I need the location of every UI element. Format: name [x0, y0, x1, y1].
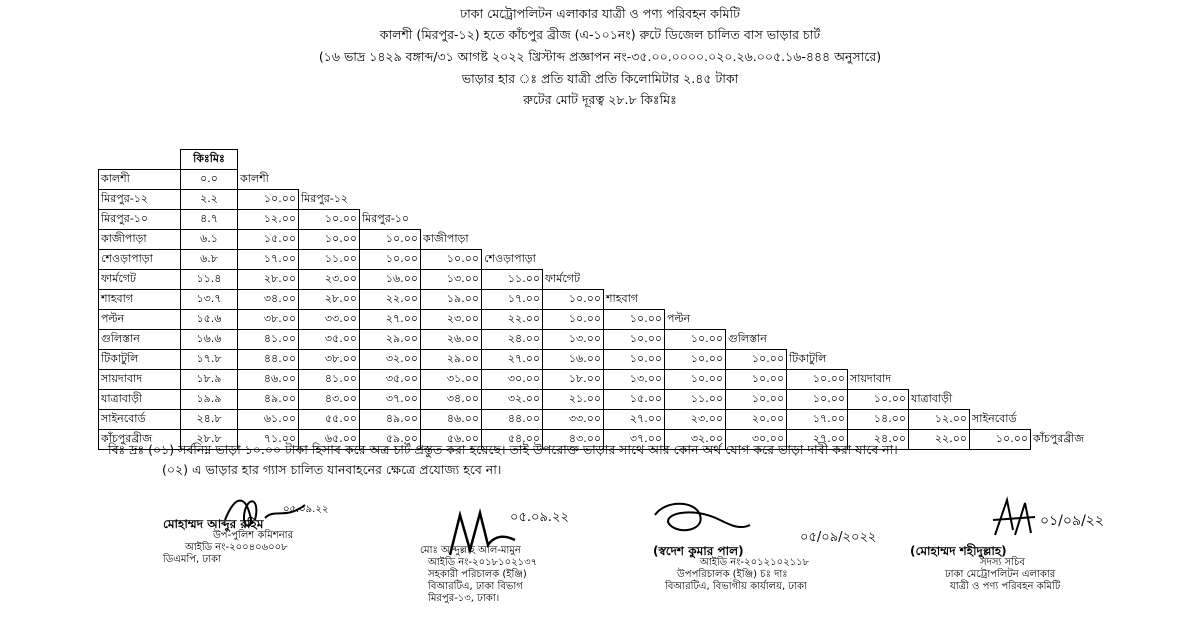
signature-block-3 [645, 530, 877, 593]
diagonal-stop-label: টিকাটুলি [789, 351, 827, 365]
diagonal-stop-label: কাঁচপুরব্রীজ [1033, 432, 1085, 445]
signature-3-date: ০৫/০৯/২০২২ [800, 530, 877, 545]
table-row [99, 250, 1092, 270]
fare-cell: ৫৫.০০ [299, 410, 360, 430]
stop-distance: ৪.৭ [181, 210, 238, 230]
fare-cell: ১৮.০০ [543, 370, 604, 390]
stop-name: পল্টন [99, 310, 181, 330]
fare-cell: ৩০.০০ [726, 430, 787, 450]
signature-block-2 [420, 510, 569, 605]
signature-1-name: মোহাম্মদ আব্দুর রহিম [163, 517, 264, 531]
fare-cell: ১১.০০ [299, 250, 360, 270]
diagonal-stop-label: শাহবাগ [606, 291, 638, 305]
signature-2-name: মোঃ আব্দুল্লাহ আল-মামুন [420, 545, 521, 556]
note-1: বিঃ দ্রঃ (০১) সর্বনিম্ন ভাড়া ১০.০০ টাকা হিসাব করে অত্র চার্ট প্রস্তুত করা হয়েছে। তাই উপরোক্ত ভাড়ার সাথে আর কোন অর্থ যোগ করে ভাড়া দাবী করা যাবে না। [108, 442, 898, 457]
fare-cell: ২৩.০০ [299, 270, 360, 290]
fare-cell: ৩৮.০০ [299, 350, 360, 370]
fare-cell: ৬১.০০ [238, 410, 299, 430]
stop-distance: ১৭.৮ [181, 350, 238, 370]
signature-1-line-1: উপ-পুলিশ কমিশনার [213, 530, 294, 541]
stop-distance: ২.২ [181, 190, 238, 210]
note-2: (০২) এ ভাড়ার হার গ্যাস চালিত যানবাহনের ক্ষেত্রে প্রযোজ্য হবে না। [162, 462, 502, 477]
header-line-1: ঢাকা মেট্রোপলিটন এলাকার যাত্রী ও পণ্য পরিবহন কমিটি [460, 6, 740, 21]
fare-cell: ৬৫.০০ [299, 430, 360, 450]
signature-3-name: (স্বদেশ কুমার পাল) [653, 544, 744, 558]
fare-cell: ২৮.০০ [299, 290, 360, 310]
fare-cell: ২০.০০ [726, 410, 787, 430]
stop-distance: ০.০ [181, 170, 238, 190]
fare-cell: ৩০.০০ [482, 370, 543, 390]
signature-4-scribble [985, 495, 1045, 540]
diagonal-stop-label: সাইনবোর্ড [972, 411, 1017, 425]
diagonal-stop-label: মিরপুর-১০ [362, 211, 410, 225]
fare-cell: ২৩.০০ [665, 410, 726, 430]
fare-cell: ১০.০০ [421, 250, 482, 270]
diagonal-stop-label: মিরপুর-১২ [301, 191, 349, 205]
stop-distance: ২৪.৮ [181, 410, 238, 430]
fare-cell: ৪৬.০০ [421, 410, 482, 430]
fare-cell: ১৩.০০ [604, 370, 665, 390]
fare-cell: ৫৪.০০ [482, 430, 543, 450]
signature-3-line-1: আইডি নং-২০১২১০২১১৮ [700, 557, 810, 568]
stop-name: কাঁচপুরব্রীজ [99, 430, 181, 450]
table-row [99, 190, 1092, 210]
table-row [99, 210, 1092, 230]
stop-name: কাজীপাড়া [99, 230, 181, 250]
stop-name: শাহবাগ [99, 290, 181, 310]
fare-cell: ৩৩.০০ [543, 410, 604, 430]
fare-cell: ১৫.০০ [238, 230, 299, 250]
fare-cell: ১০.০০ [604, 310, 665, 330]
signature-2-date: ০৫.০৯.২২ [510, 510, 569, 525]
fare-cell: ২৩.০০ [421, 310, 482, 330]
table-row [99, 370, 1092, 390]
fare-cell: ৩৮.০০ [238, 310, 299, 330]
fare-cell: ১০.০০ [299, 230, 360, 250]
fare-cell: ১০.০০ [848, 390, 909, 410]
fare-cell: ৪৪.০০ [238, 350, 299, 370]
fare-cell: ২৭.০০ [787, 430, 848, 450]
fare-cell: ১২.০০ [238, 210, 299, 230]
signature-2-line-2: সহকারী পরিচালক (ইঞ্জি) [428, 569, 527, 580]
diagonal-stop-label: গুলিস্তান [728, 331, 767, 345]
signature-4-line-1: সদস্য সচিব [980, 557, 1025, 568]
fare-cell: ১০.০০ [787, 370, 848, 390]
table-row [99, 350, 1092, 370]
fare-cell: ১৯.০০ [421, 290, 482, 310]
fare-cell: ৪৩.০০ [299, 390, 360, 410]
fare-cell: ৫৬.০০ [421, 430, 482, 450]
stop-distance: ২৮.৮ [181, 430, 238, 450]
fare-cell: ১০.০০ [543, 310, 604, 330]
fare-cell: ১০.০০ [726, 390, 787, 410]
fare-cell: ১৩.০০ [543, 330, 604, 350]
fare-cell: ২২.০০ [482, 310, 543, 330]
fare-cell: ১০.০০ [543, 290, 604, 310]
table-row [99, 330, 1092, 350]
fare-cell: ১০.০০ [604, 350, 665, 370]
signature-1-line-2: আইডি নং-২০০৪০৬০০৮ [185, 542, 288, 553]
table-row [99, 410, 1092, 430]
signature-4-name: (মোহাম্মদ শহীদুল্লাহ) [910, 544, 1007, 558]
signature-4-date: ০১/০৯/২২ [1040, 513, 1105, 529]
fare-cell: ২২.০০ [360, 290, 421, 310]
fare-cell: ১১.০০ [665, 390, 726, 410]
fare-cell: ১৭.০০ [482, 290, 543, 310]
fare-cell: ৪১.০০ [238, 330, 299, 350]
fare-cell: ১০.০০ [665, 370, 726, 390]
km-column-header: কিঃমিঃ [181, 150, 238, 170]
stop-name: সায়দাবাদ [99, 370, 181, 390]
fare-cell: ১৩.০০ [421, 270, 482, 290]
diagonal-stop-label: ফার্মগেট [545, 271, 580, 285]
signature-2-line-1: আইডি নং-২০১৮১০২১৩৭ [428, 557, 538, 568]
fare-cell: ১৪.০০ [848, 410, 909, 430]
stop-distance: ১৫.৬ [181, 310, 238, 330]
fare-cell: ১১.০০ [482, 270, 543, 290]
fare-cell: ৩২.০০ [360, 350, 421, 370]
stop-distance: ১৬.৬ [181, 330, 238, 350]
header-line-5: রুটের মোট দূরত্ব ২৮.৮ কিঃমিঃ [523, 92, 677, 107]
signature-2-line-3: বিআরটিএ, ঢাকা বিভাগ [428, 581, 523, 592]
signature-3-line-3: বিআরটিএ, বিভাগীয় কার্যালয়, ঢাকা [665, 581, 807, 592]
fare-cell: ২৯.০০ [360, 330, 421, 350]
fare-cell: ২২.০০ [909, 430, 970, 450]
fare-cell: ৪৯.০০ [238, 390, 299, 410]
fare-cell: ১০.০০ [726, 370, 787, 390]
stop-name: গুলিস্তান [99, 330, 181, 350]
stop-distance: ১৩.৭ [181, 290, 238, 310]
signature-2-line-4: মিরপুর-১৩, ঢাকা। [428, 593, 500, 604]
header-line-4: ভাড়ার হার ঃ প্রতি যাত্রী প্রতি কিলোমিটার ২.৪৫ টাকা [461, 71, 739, 86]
signature-1-date: ০৫.০৯.২২ [283, 504, 329, 515]
fare-cell: ২৮.০০ [238, 270, 299, 290]
fare-cell: ৩৪.০০ [421, 390, 482, 410]
signature-4-line-3: যাত্রী ও পণ্য পরিবহন কমিটি [950, 581, 1061, 592]
stop-name: শেওড়াপাড়া [99, 250, 181, 270]
fare-cell: ১০.০০ [299, 210, 360, 230]
fare-cell: ২৪.০০ [482, 330, 543, 350]
fare-cell: ২৭.০০ [482, 350, 543, 370]
fare-cell: ৩২.০০ [665, 430, 726, 450]
header-line-2: কালশী (মিরপুর-১২) হতে কাঁচপুর ব্রীজ (এ-১০১নং) রুটে ডিজেল চালিত বাস ভাড়ার চার্ট [379, 27, 821, 42]
stop-distance: ১৮.৯ [181, 370, 238, 390]
diagonal-stop-label: যাত্রাবাড়ী [911, 391, 953, 405]
stop-distance: ১১.৪ [181, 270, 238, 290]
diagonal-stop-label: কাজীপাড়া [423, 231, 469, 245]
signature-block-4 [910, 513, 1105, 593]
fare-cell: ৭১.০০ [238, 430, 299, 450]
table-row [99, 290, 1092, 310]
diagonal-stop-label: সায়দাবাদ [850, 371, 891, 385]
fare-cell: ১০.০০ [360, 250, 421, 270]
diagonal-stop-label: শেওড়াপাড়া [484, 251, 536, 265]
fare-cell: ৩৭.০০ [360, 390, 421, 410]
signature-block-1 [163, 504, 329, 566]
fare-cell: ১০.০০ [665, 350, 726, 370]
fare-cell: ৪৬.০০ [238, 370, 299, 390]
stop-name: মিরপুর-১২ [99, 190, 181, 210]
table-row [99, 270, 1092, 290]
fare-cell: ৩৫.০০ [360, 370, 421, 390]
stop-name: সাইনবোর্ড [99, 410, 181, 430]
fare-cell: ১০.০০ [726, 350, 787, 370]
fare-cell: ১০.০০ [787, 390, 848, 410]
fare-cell: ২৪.০০ [848, 430, 909, 450]
stop-name: মিরপুর-১০ [99, 210, 181, 230]
signature-3-scribble [640, 495, 760, 545]
fare-cell: ২৭.০০ [360, 310, 421, 330]
fare-cell: ১৬.০০ [543, 350, 604, 370]
fare-cell: ২১.০০ [543, 390, 604, 410]
fare-cell: ৫৯.০০ [360, 430, 421, 450]
diagonal-stop-label: কালশী [240, 171, 269, 185]
fare-cell: ১২.০০ [909, 410, 970, 430]
fare-cell: ৩৭.০০ [604, 430, 665, 450]
table-row [99, 170, 1092, 190]
fare-cell: ৩৪.০০ [238, 290, 299, 310]
stop-distance: ৬.১ [181, 230, 238, 250]
fare-cell: ৩২.০০ [482, 390, 543, 410]
fare-cell: ১৭.০০ [238, 250, 299, 270]
fare-cell: ১৬.০০ [360, 270, 421, 290]
table-row [99, 230, 1092, 250]
fare-cell: ১০.০০ [360, 230, 421, 250]
stop-name: যাত্রাবাড়ী [99, 390, 181, 410]
stop-name: কালশী [99, 170, 181, 190]
stop-distance: ৬.৮ [181, 250, 238, 270]
table-row [99, 310, 1092, 330]
stop-name: টিকাটুলি [99, 350, 181, 370]
fare-cell: ১৫.০০ [604, 390, 665, 410]
fare-cell: ৪১.০০ [299, 370, 360, 390]
signature-3-line-2: উপপরিচালক (ইঞ্জি) চঃ দাঃ [677, 569, 788, 580]
stop-distance: ১৯.৯ [181, 390, 238, 410]
fare-cell: ৪৩.০০ [543, 430, 604, 450]
signature-4-line-2: ঢাকা মেট্রোপলিটন এলাকার [945, 569, 1056, 580]
fare-cell: ১০.০০ [604, 330, 665, 350]
fare-cell: ৪৯.০০ [360, 410, 421, 430]
signature-1-line-3: ডিএমপি, ঢাকা [163, 554, 221, 565]
fare-cell: ৩১.০০ [421, 370, 482, 390]
fare-cell: ৪৪.০০ [482, 410, 543, 430]
fare-cell: ১৭.০০ [787, 410, 848, 430]
fare-cell: ৩৫.০০ [299, 330, 360, 350]
fare-cell: ২৭.০০ [604, 410, 665, 430]
diagonal-stop-label: পল্টন [667, 311, 691, 325]
fare-cell: ৩৩.০০ [299, 310, 360, 330]
fare-cell: ১০.০০ [970, 430, 1031, 450]
header-line-3: (১৬ ভাদ্র ১৪২৯ বঙ্গাব্দ/৩১ আগষ্ট ২০২২ খ্রিস্টাব্দ প্রজ্ঞাপন নং-৩৫.০০.০০০০.০২০.২৬.০০৫.১৬-৪৪৪ অনুসারে) [318, 49, 882, 64]
table-row [99, 390, 1092, 410]
fare-cell: ১০.০০ [238, 190, 299, 210]
fare-chart-table [98, 149, 1092, 450]
stop-name: ফার্মগেট [99, 270, 181, 290]
fare-cell: ২৯.০০ [421, 350, 482, 370]
fare-cell: ২৬.০০ [421, 330, 482, 350]
fare-cell: ১০.০০ [665, 330, 726, 350]
